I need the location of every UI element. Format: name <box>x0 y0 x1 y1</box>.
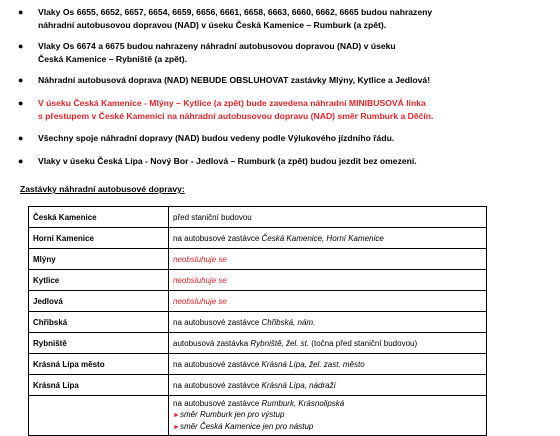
bullet-line: Vlaky v úseku Česká Lípa - Nový Bor - Jedlová – Rumburk (a zpět) budou jezdit bez omezení. <box>38 156 417 166</box>
table-row <box>29 375 487 396</box>
stops-table <box>28 206 487 436</box>
stop-location: na autobusové zastávce Česká Kamenice, Horní Kamenice <box>169 228 487 249</box>
table-row <box>29 291 487 312</box>
stop-location: na autobusové zastávce Krásná Lípa, nádraží <box>169 375 487 396</box>
stop-location: před staniční budovou <box>169 207 487 228</box>
bullet-line: náhradní autobusovou dopravou (NAD) v úseku Česká Kamenice – Rumburk (a zpět). <box>38 20 387 30</box>
stop-location: autobusová zastávka Rybniště, žel. st. (točna před staniční budovou) <box>169 333 487 354</box>
arrow-icon: ► <box>173 424 180 431</box>
stop-location: na autobusové zastávce Rumburk, Krásnolipská ►směr Rumburk jen pro výstup ►směr Česká Kamenice jen pro nástup <box>169 396 487 436</box>
bullet-line: Vlaky Os 6674 a 6675 budou nahrazeny náhradní autobusovou dopravou (NAD) v úseku <box>38 41 396 51</box>
stop-name: Rybniště <box>29 333 169 354</box>
bullet-line: s přestupem v České Kamenici na náhradní autobusovou dopravu (NAD) směr Rumburk a Děčín. <box>38 111 434 121</box>
table-row <box>29 312 487 333</box>
table-row <box>29 270 487 291</box>
bullet-dot: ● <box>18 7 24 17</box>
bullet-line: Náhradní autobusová doprava (NAD) NEBUDE OBSLUHOVAT zastávky Mlýny, Kytlice a Jedlová! <box>38 75 431 85</box>
stop-name: Krásná Lípa <box>29 375 169 396</box>
arrow-icon: ► <box>173 412 180 419</box>
bullet-line: Česká Kamenice – Rybniště (a zpět). <box>38 54 188 64</box>
bullet-dot: ● <box>18 156 24 166</box>
stop-name: Jedlová <box>29 291 169 312</box>
stop-name: Krásná Lípa město <box>29 354 169 375</box>
stop-name <box>29 396 169 436</box>
table-row <box>29 354 487 375</box>
table-row <box>29 333 487 354</box>
table-row <box>29 249 487 270</box>
stop-name: Česká Kamenice <box>29 207 169 228</box>
table-row <box>29 228 487 249</box>
bullet-dot: ● <box>18 133 24 143</box>
bullet-dot: ● <box>18 75 24 85</box>
bullet-dot: ● <box>18 98 24 108</box>
stop-name: Chřibská <box>29 312 169 333</box>
stop-not-served: neobsluhuje se <box>169 291 487 312</box>
stop-name: Mlýny <box>29 249 169 270</box>
table-row <box>29 207 487 228</box>
section-heading: Zastávky náhradní autobusové dopravy: <box>20 184 185 194</box>
stop-name: Horní Kamenice <box>29 228 169 249</box>
stop-location: na autobusové zastávce Chřibská, nám. <box>169 312 487 333</box>
table-row <box>29 396 487 436</box>
stop-not-served: neobsluhuje se <box>169 249 487 270</box>
stop-location: na autobusové zastávce Krásná Lípa, žel. zast. město <box>169 354 487 375</box>
bullet-dot: ● <box>18 41 24 51</box>
stop-not-served: neobsluhuje se <box>169 270 487 291</box>
bullet-line: Všechny spoje náhradní dopravy (NAD) budou vedeny podle Výlukového jízdního řádu. <box>38 133 395 143</box>
bullet-line: V úseku Česká Kamenice - Mlýny – Kytlice (a zpět) bude zavedena náhradní MINIBUSOVÁ linka <box>38 98 426 108</box>
bullet-line: Vlaky Os 6655, 6652, 6657, 6654, 6659, 6656, 6661, 6658, 6663, 6660, 6662, 6665 budou nahrazeny <box>38 7 433 17</box>
stop-name: Kytlice <box>29 270 169 291</box>
